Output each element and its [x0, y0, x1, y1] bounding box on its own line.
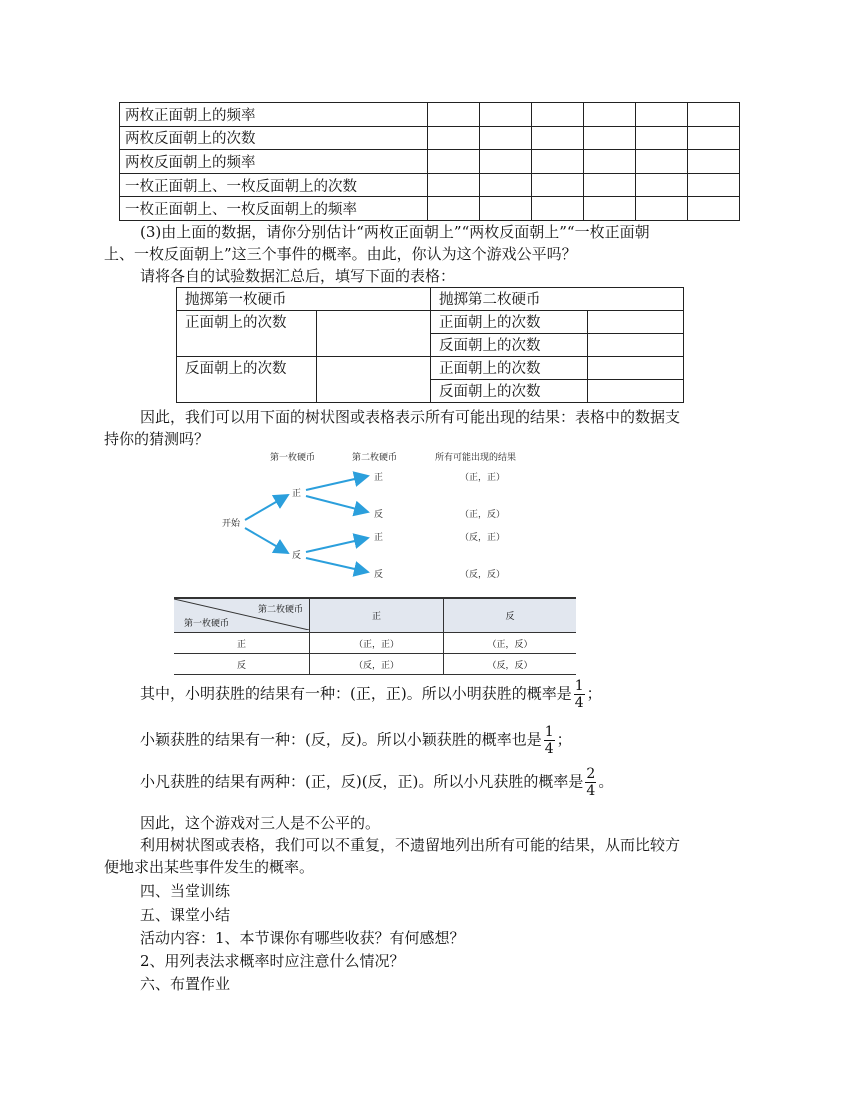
first-tails-label: 反面朝上的次数 — [177, 357, 317, 403]
blank-cell — [688, 126, 740, 150]
branch-arrow — [306, 496, 368, 512]
outcome-cell: （正，正） — [310, 633, 444, 654]
header-second-coin: 第二枚硬币 — [257, 605, 303, 615]
tree-start: 开始 — [222, 519, 241, 529]
second-heads-label-2: 正面朝上的次数 — [431, 357, 588, 380]
blank-cell — [532, 126, 584, 150]
second-tails-value-2 — [588, 380, 684, 403]
section-6: 六、布置作业 — [140, 975, 231, 993]
fraction — [544, 724, 555, 757]
tree-col1: 第一枚硬币 — [270, 453, 316, 463]
numerator: 1 — [574, 678, 584, 694]
summary-table — [176, 287, 684, 403]
activity: 活动内容：1、本节课你有哪些收获？有何感想？ — [140, 929, 465, 947]
summary-intro: 请将各自的试验数据汇总后，填写下面的表格： — [140, 267, 456, 285]
blank-cell — [688, 103, 740, 127]
diagonal-header — [174, 598, 310, 633]
fraction — [585, 766, 596, 799]
branch-arrow — [306, 476, 368, 490]
para-3-line1: (3)由上面的数据，请你分别估计“两枚正面朝上”“两枚反面朝上”“一枚正面朝 — [140, 223, 650, 241]
row-label: 正 — [174, 633, 310, 654]
xiaoming-line — [140, 678, 602, 711]
tree-second-tails-1: 反 — [374, 510, 384, 520]
punct: ； — [556, 730, 572, 749]
xiaoying-line — [140, 724, 572, 757]
tree-outcome: （正，反） — [460, 510, 506, 520]
row-label: 反 — [174, 654, 310, 675]
tree-first-heads: 正 — [292, 489, 302, 499]
row-label: 两枚反面朝上的次数 — [120, 126, 428, 150]
row-label: 一枚正面朝上、一枚反面朝上的频率 — [120, 197, 428, 221]
col-heads: 正 — [310, 598, 444, 633]
first-tails-value — [316, 357, 430, 403]
section-4: 四、当堂训练 — [140, 882, 231, 900]
branch-arrow — [245, 495, 288, 520]
question-2: 2、用列表法求概率时应注意什么情况？ — [140, 952, 405, 970]
second-coin-header: 抛掷第二枚硬币 — [431, 288, 684, 311]
section-5: 五、课堂小结 — [140, 906, 231, 924]
blank-cell — [428, 173, 480, 197]
frequency-table — [119, 102, 740, 221]
tree-outcome: （反，反） — [460, 570, 506, 580]
second-tails-value — [588, 334, 684, 357]
numerator: 2 — [586, 766, 596, 782]
blank-cell — [428, 103, 480, 127]
first-coin-header: 抛掷第一枚硬币 — [177, 288, 431, 311]
row-label: 一枚正面朝上、一枚反面朝上的次数 — [120, 173, 428, 197]
blank-cell — [480, 173, 532, 197]
row-label: 两枚反面朝上的频率 — [120, 150, 428, 174]
para-3-line2: 上、一枚反面朝上”这三个事件的概率。由此，你认为这个游戏公平吗？ — [104, 245, 577, 263]
blank-cell — [636, 103, 688, 127]
blank-cell — [428, 150, 480, 174]
blank-cell — [532, 173, 584, 197]
method-line2: 便地求出某些事件发生的概率。 — [104, 858, 315, 876]
blank-cell — [584, 103, 636, 127]
xiaofan-text: 小凡获胜的结果有两种：(正，反)(反，正)。所以小凡获胜的概率是 — [140, 772, 584, 791]
tree-intro-line2: 持你的猜测吗？ — [104, 430, 210, 448]
second-heads-value — [588, 311, 684, 334]
blank-cell — [480, 197, 532, 221]
punct: ； — [586, 684, 602, 703]
outcome-cell: （反，反） — [444, 654, 577, 675]
branch-arrow — [245, 528, 288, 553]
blank-cell — [584, 173, 636, 197]
blank-cell — [688, 173, 740, 197]
table-row — [120, 126, 740, 150]
tree-outcome: （反，正） — [460, 533, 506, 543]
numerator: 1 — [544, 724, 554, 740]
blank-cell — [636, 150, 688, 174]
blank-cell — [688, 197, 740, 221]
table-row — [120, 150, 740, 174]
tree-intro-line1: 因此，我们可以用下面的树状图或表格表示所有可能出现的结果：表格中的数据支 — [140, 408, 681, 426]
denominator: 4 — [544, 741, 554, 757]
tree-col2: 第二枚硬币 — [352, 453, 398, 463]
blank-cell — [636, 126, 688, 150]
header-first-coin: 第一枚硬币 — [184, 619, 230, 629]
denominator: 4 — [586, 783, 596, 799]
blank-cell — [636, 173, 688, 197]
conclusion: 因此，这个游戏对三人是不公平的。 — [140, 814, 381, 832]
second-tails-label: 反面朝上的次数 — [431, 334, 588, 357]
table-row — [120, 197, 740, 221]
branch-arrow — [306, 558, 368, 572]
blank-cell — [428, 197, 480, 221]
denominator: 4 — [574, 695, 584, 711]
xiaoying-text: 小颖获胜的结果有一种：(反，反)。所以小颖获胜的概率也是 — [140, 730, 542, 749]
tree-first-tails: 反 — [292, 551, 302, 561]
tree-diagram — [210, 450, 550, 590]
tree-second-tails-2: 反 — [374, 570, 384, 580]
method-line1: 利用树状图或表格，我们可以不重复，不遗留地列出所有可能的结果，从而比较方 — [140, 836, 681, 854]
tree-second-heads-1: 正 — [374, 473, 384, 483]
second-heads-label: 正面朝上的次数 — [431, 311, 588, 334]
blank-cell — [584, 150, 636, 174]
blank-cell — [480, 150, 532, 174]
outcome-cell: （正，反） — [444, 633, 577, 654]
xiaofan-line — [140, 766, 613, 799]
col-tails: 反 — [444, 598, 577, 633]
blank-cell — [584, 126, 636, 150]
blank-cell — [584, 197, 636, 221]
blank-cell — [428, 126, 480, 150]
blank-cell — [688, 150, 740, 174]
table-row — [120, 103, 740, 127]
fraction — [574, 678, 585, 711]
first-heads-value — [316, 311, 430, 357]
outcome-table — [174, 597, 576, 675]
second-tails-label-2: 反面朝上的次数 — [431, 380, 588, 403]
tree-second-heads-2: 正 — [374, 533, 384, 543]
blank-cell — [532, 150, 584, 174]
blank-cell — [532, 197, 584, 221]
first-heads-label: 正面朝上的次数 — [177, 311, 317, 357]
branch-arrow — [306, 538, 368, 552]
table-row — [120, 173, 740, 197]
second-heads-value-2 — [588, 357, 684, 380]
blank-cell — [532, 103, 584, 127]
punct: 。 — [598, 772, 614, 791]
tree-outcome: （正，正） — [460, 473, 506, 483]
xiaoming-text: 其中，小明获胜的结果有一种：(正，正)。所以小明获胜的概率是 — [140, 684, 572, 703]
blank-cell — [480, 103, 532, 127]
outcome-cell: （反，正） — [310, 654, 444, 675]
blank-cell — [636, 197, 688, 221]
blank-cell — [480, 126, 532, 150]
row-label: 两枚正面朝上的频率 — [120, 103, 428, 127]
tree-col3: 所有可能出现的结果 — [435, 453, 517, 463]
